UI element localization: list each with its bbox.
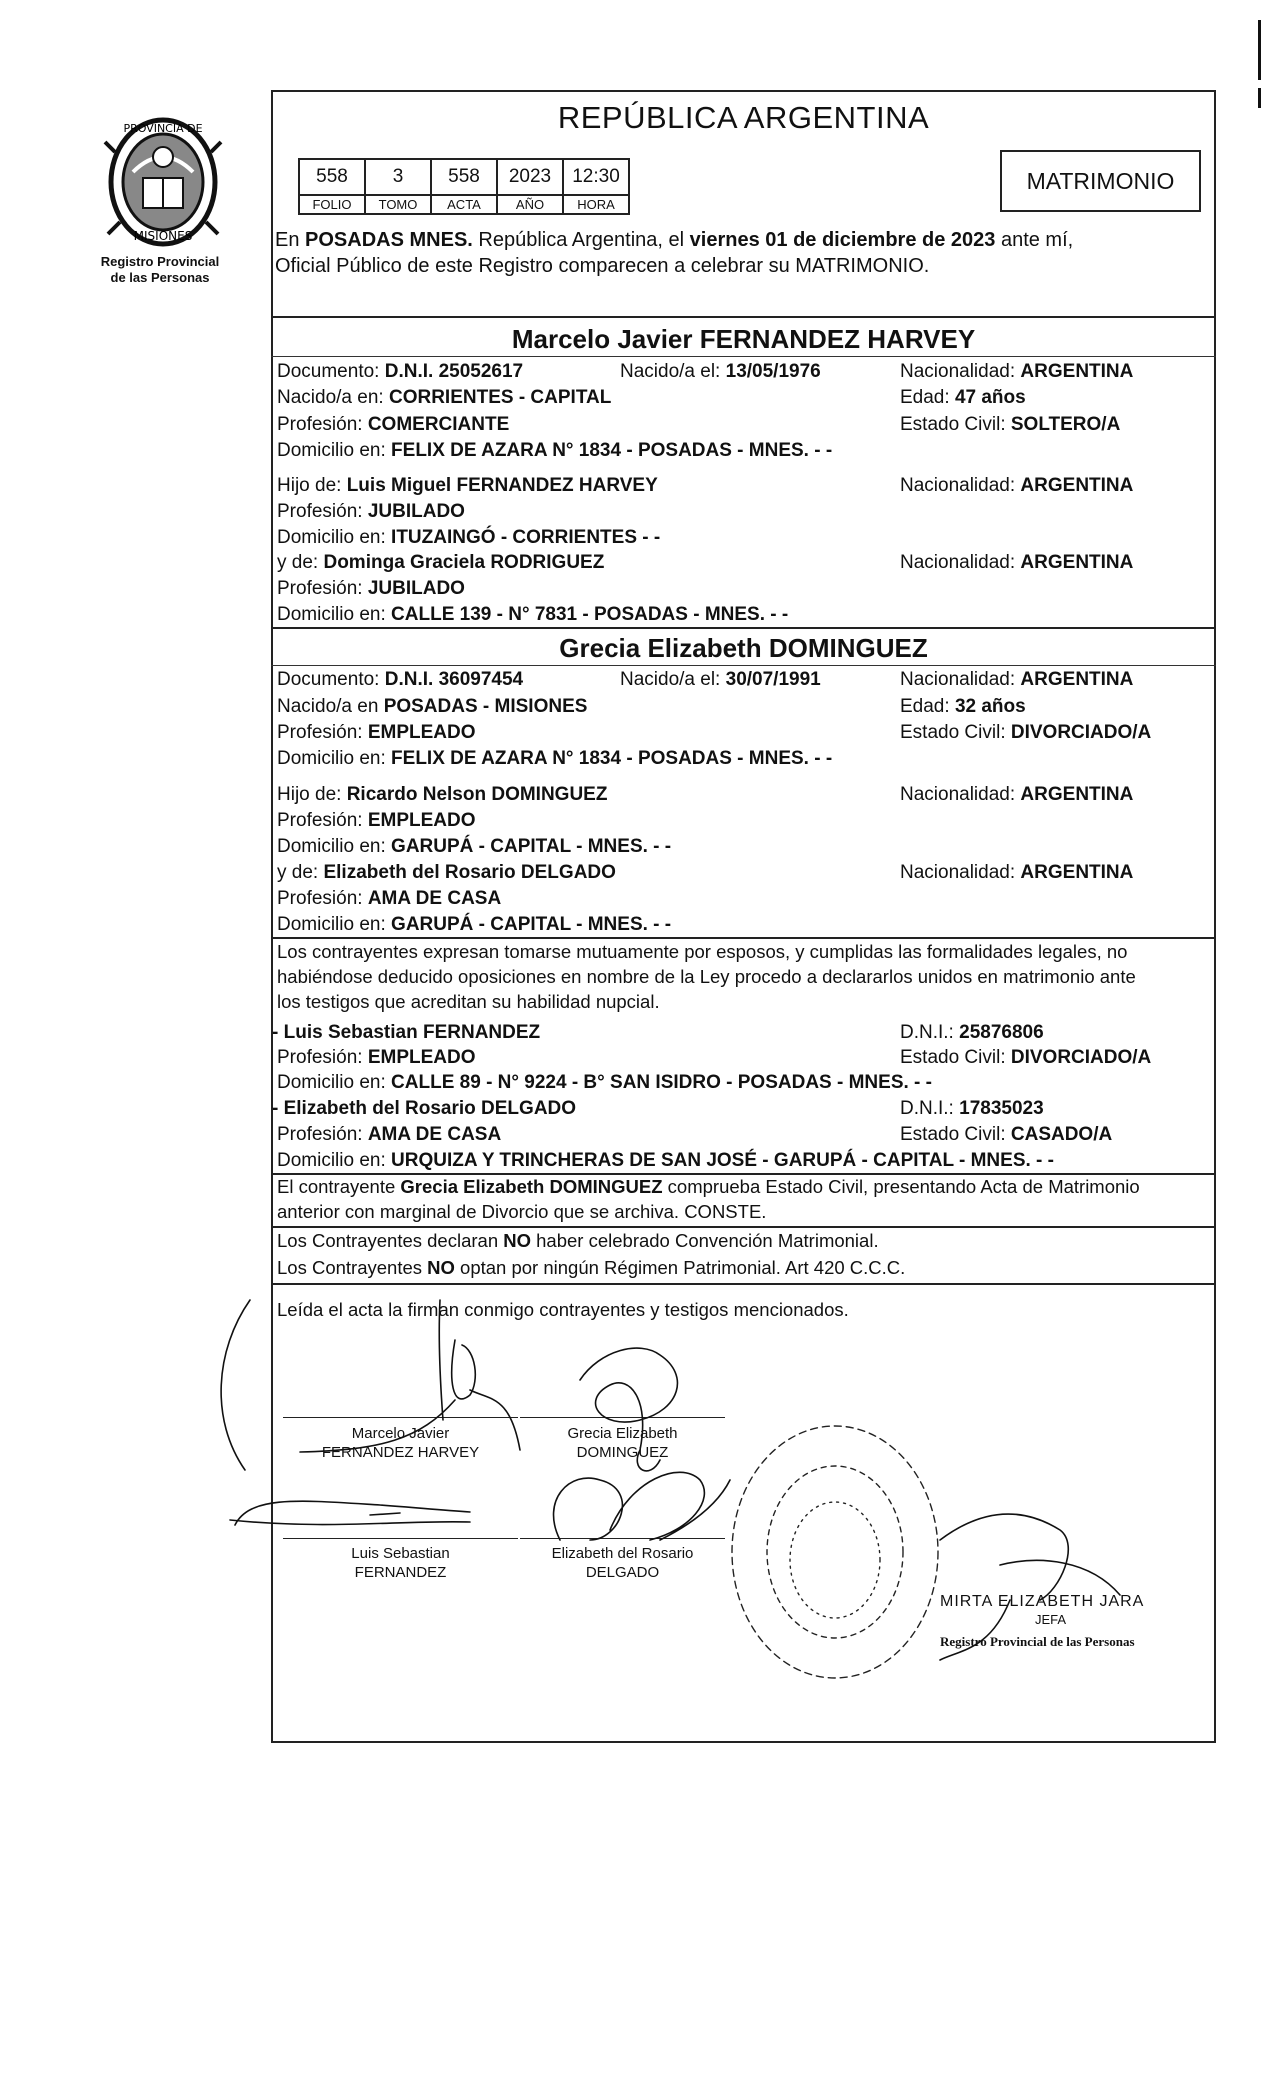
tomo-label: TOMO — [365, 195, 431, 214]
spouse2-name: Grecia Elizabeth DOMINGUEZ — [559, 633, 928, 663]
registry-caption-line1: Registro Provincial — [100, 254, 220, 269]
spouse2-mother-nationality: Nacionalidad: ARGENTINA — [900, 862, 1134, 883]
spouse2-civil-status: Estado Civil: DIVORCIADO/A — [900, 722, 1152, 743]
spouse1-mother-profession: Profesión: JUBILADO — [277, 578, 465, 599]
official-signature — [940, 1514, 1120, 1660]
spouse2-mother-profession: Profesión: AMA DE CASA — [277, 888, 502, 909]
spouse2-age: Edad: 32 años — [900, 696, 1026, 717]
spouse1-birthplace: Nacido/a en: CORRIENTES - CAPITAL — [277, 387, 612, 408]
spouse2-doc: Documento: D.N.I. 36097454 — [277, 669, 524, 690]
spouse1-father: Hijo de: Luis Miguel FERNANDEZ HARVEY — [277, 475, 658, 496]
witness2-signature — [554, 1472, 730, 1540]
spouse1-born: Nacido/a el: 13/05/1976 — [620, 361, 821, 382]
regime-line2: Los Contrayentes NO optan por ningún Régimen Patrimonial. Art 420 C.C.C. — [277, 1257, 906, 1278]
year-label: AÑO — [497, 195, 563, 214]
groom-signature — [221, 1300, 520, 1470]
witness2-dni: D.N.I.: 17835023 — [900, 1098, 1044, 1119]
signature-caption-groom: Marcelo Javier FERNANDEZ HARVEY — [321, 1425, 480, 1461]
witness2-name: - Elizabeth del Rosario DELGADO — [272, 1098, 577, 1119]
spouse2-father-address: Domicilio en: GARUPÁ - CAPITAL - MNES. - - — [277, 836, 672, 857]
spouse2-mother: y de: Elizabeth del Rosario DELGADO — [277, 862, 616, 883]
year-value: 2023 — [497, 159, 563, 195]
spouse1-mother-address: Domicilio en: CALLE 139 - N° 7831 - POSADAS - MNES. - - — [277, 604, 789, 625]
seal-bottom-text: MISIONES — [133, 229, 193, 243]
spouse1-father-address: Domicilio en: ITUZAINGÓ - CORRIENTES - - — [277, 527, 661, 548]
declaration-line3: los testigos que acreditan su habilidad nupcial. — [277, 991, 660, 1012]
intro-line2: Oficial Público de este Registro comparecen a celebrar su MATRIMONIO. — [275, 255, 930, 277]
registry-stamp — [732, 1426, 938, 1678]
witness1-civil-status: Estado Civil: DIVORCIADO/A — [900, 1047, 1152, 1068]
spouse1-father-profession: Profesión: JUBILADO — [277, 501, 465, 522]
spouse2-nationality: Nacionalidad: ARGENTINA — [900, 669, 1134, 690]
spouse1-profession: Profesión: COMERCIANTE — [277, 414, 510, 435]
closing-statement: Leída el acta la firman conmigo contrayentes y testigos mencionados. — [277, 1299, 849, 1320]
spouse1-mother: y de: Dominga Graciela RODRIGUEZ — [277, 552, 605, 573]
spouse2-address: Domicilio en: FELIX DE AZARA N° 1834 - POSADAS - MNES. - - — [277, 748, 833, 769]
official-role: JEFA — [1035, 1612, 1067, 1627]
spouse1-doc: Documento: D.N.I. 25052617 — [277, 361, 524, 382]
registry-caption-line2: de las Personas — [110, 270, 210, 285]
spouse2-father-profession: Profesión: EMPLEADO — [277, 810, 476, 831]
spouse2-father: Hijo de: Ricardo Nelson DOMINGUEZ — [277, 784, 608, 805]
witness1-name: - Luis Sebastian FERNANDEZ — [272, 1022, 541, 1043]
country-title: REPÚBLICA ARGENTINA — [557, 100, 930, 135]
witness2-civil-status: Estado Civil: CASADO/A — [900, 1124, 1113, 1145]
witness1-dni: D.N.I.: 25876806 — [900, 1022, 1044, 1043]
witness2-profession: Profesión: AMA DE CASA — [277, 1124, 502, 1145]
civil-proof-line2: anterior con marginal de Divorcio que se archiva. CONSTE. — [277, 1201, 767, 1222]
tomo-value: 3 — [365, 159, 431, 195]
witness1-address: Domicilio en: CALLE 89 - N° 9224 - B° SAN ISIDRO - POSADAS - MNES. - - — [277, 1072, 932, 1093]
folio-value: 558 — [299, 159, 365, 195]
signature-caption-witness1: Luis Sebastian FERNANDEZ — [351, 1545, 450, 1581]
civil-proof-line1: El contrayente Grecia Elizabeth DOMINGUEZ comprueba Estado Civil, presentando Acta de Matrimonio — [277, 1176, 1140, 1197]
declaration-line1: Los contrayentes expresan tomarse mutuamente por esposos, y cumplidas las formalidades legales, no — [277, 941, 1128, 962]
spouse1-civil-status: Estado Civil: SOLTERO/A — [900, 414, 1121, 435]
spouse2-profession: Profesión: EMPLEADO — [277, 722, 476, 743]
spouse2-father-nationality: Nacionalidad: ARGENTINA — [900, 784, 1134, 805]
spouse2-birthplace: Nacido/a en POSADAS - MISIONES — [277, 696, 588, 717]
seal-top-text: PROVINCIA DE — [123, 122, 203, 135]
intro-line1: En POSADAS MNES. República Argentina, el viernes 01 de diciembre de 2023 ante mí, — [275, 229, 1074, 251]
spouse2-mother-address: Domicilio en: GARUPÁ - CAPITAL - MNES. - - — [277, 914, 672, 935]
hour-label: HORA — [563, 195, 629, 214]
witness1-profession: Profesión: EMPLEADO — [277, 1047, 476, 1068]
spouse1-name: Marcelo Javier FERNANDEZ HARVEY — [511, 324, 976, 354]
witness2-address: Domicilio en: URQUIZA Y TRINCHERAS DE SAN JOSÉ - GARUPÁ - CAPITAL - MNES. - - — [277, 1150, 1054, 1171]
acta-value: 558 — [431, 159, 497, 195]
regime-line1: Los Contrayentes declaran NO haber celebrado Convención Matrimonial. — [277, 1230, 879, 1251]
folio-label: FOLIO — [299, 195, 365, 214]
spouse1-mother-nationality: Nacionalidad: ARGENTINA — [900, 552, 1134, 573]
acta-label: ACTA — [431, 195, 497, 214]
official-name: MIRTA ELIZABETH JARA — [940, 1593, 1145, 1610]
spouse1-age: Edad: 47 años — [900, 387, 1026, 408]
spouse2-born: Nacido/a el: 30/07/1991 — [620, 669, 821, 690]
spouse1-father-nationality: Nacionalidad: ARGENTINA — [900, 475, 1134, 496]
act-type-box: MATRIMONIO — [1000, 150, 1201, 212]
bride-signature — [580, 1348, 677, 1471]
hour-value: 12:30 — [563, 159, 629, 195]
signature-caption-bride: Grecia Elizabeth DOMINGUEZ — [567, 1425, 678, 1461]
signature-caption-witness2: Elizabeth del Rosario DELGADO — [551, 1545, 694, 1581]
witness1-signature — [230, 1501, 470, 1525]
spouse1-address: Domicilio en: FELIX DE AZARA N° 1834 - POSADAS - MNES. - - — [277, 440, 833, 461]
declaration-line2: habiéndose deducido oposiciones en nombre de la Ley procedo a declararlos unidos en matrimonio ante — [277, 966, 1136, 987]
official-office: Registro Provincial de las Personas — [940, 1634, 1135, 1649]
spouse1-nationality: Nacionalidad: ARGENTINA — [900, 361, 1134, 382]
